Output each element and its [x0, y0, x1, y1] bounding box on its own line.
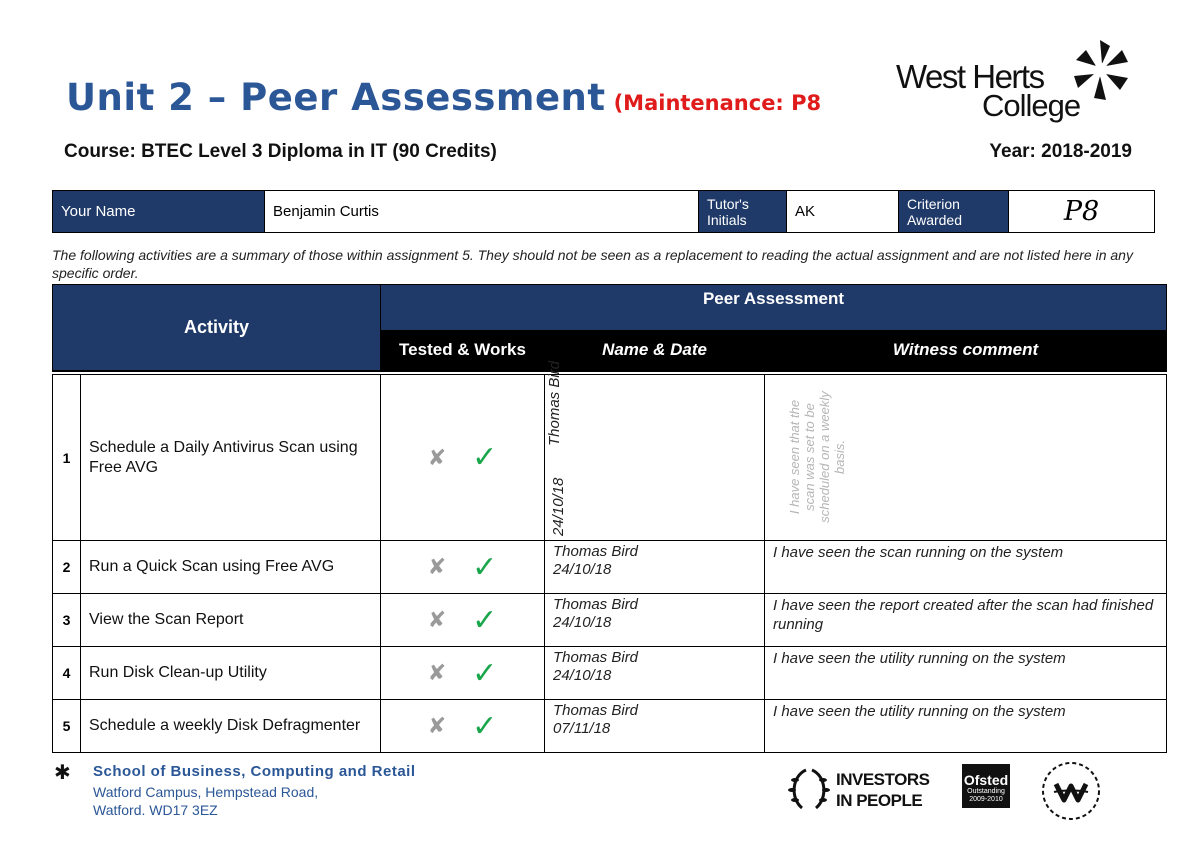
- iip-text-line1: INVESTORS: [836, 770, 930, 789]
- your-name-label: Your Name: [53, 191, 265, 233]
- witness-date: 24/10/18: [553, 561, 612, 578]
- tested-works-cell: [381, 541, 545, 594]
- tested-works-cell: [381, 647, 545, 700]
- table-row: [53, 375, 1167, 541]
- witness-comment-header: Witness comment: [765, 331, 1167, 371]
- page-title: [66, 76, 888, 126]
- laurel-icon: [786, 764, 832, 814]
- cross-icon[interactable]: ✘: [427, 444, 447, 470]
- course-label: Course: BTEC Level 3 Diploma in IT (90 Credits): [64, 141, 497, 162]
- name-date-cell: [545, 541, 765, 594]
- criterion-awarded-label: Criterion Awarded: [899, 191, 1009, 233]
- witness-comment: I have seen the scan running on the system: [765, 541, 1167, 594]
- ofsted-badge: [962, 764, 1010, 808]
- witness-date: 24/10/18: [553, 667, 612, 684]
- witness-comment: I have seen that the scan was set to be scheduled on a weekly basis.: [787, 391, 847, 523]
- cross-icon[interactable]: ✘: [427, 713, 447, 738]
- footer-address-line2: Watford. WD17 3EZ: [93, 802, 218, 818]
- row-number: 3: [53, 594, 81, 647]
- logo-text-college: College: [982, 88, 1081, 123]
- row-number: 5: [53, 700, 81, 753]
- year-label: Year: 2018-2019: [989, 141, 1132, 162]
- tested-works-header: Tested & Works: [381, 331, 545, 371]
- student-info-table: [52, 190, 1155, 233]
- tested-works-cell: [381, 594, 545, 647]
- table-row: [53, 647, 1167, 700]
- logo-text-west-herts: West Herts: [896, 58, 1044, 95]
- iip-text-line2: IN PEOPLE: [836, 791, 923, 810]
- college-logo: [896, 36, 1136, 132]
- witness-name: Thomas Bird: [553, 702, 639, 719]
- row-number: 2: [53, 541, 81, 594]
- tick-icon[interactable]: ✓: [472, 656, 498, 690]
- title-main: Unit 2 – Peer Assessment: [66, 76, 606, 119]
- table-row: [53, 700, 1167, 753]
- witness-name: Thomas Bird: [546, 360, 563, 446]
- activity-text: Schedule a Daily Antivirus Scan using Free AVG: [81, 375, 381, 541]
- witness-comment: I have seen the utility running on the system: [765, 647, 1167, 700]
- footer-school-name: School of Business, Computing and Retail: [93, 763, 416, 780]
- tick-icon[interactable]: ✓: [472, 603, 498, 637]
- footer-address-line1: Watford Campus, Hempstead Road,: [93, 784, 319, 800]
- witness-date: 07/11/18: [553, 720, 611, 737]
- title-subtitle: (Maintenance: P8: [613, 91, 822, 115]
- college-logo-mark-icon: [1066, 36, 1136, 106]
- cross-icon[interactable]: ✘: [427, 554, 447, 579]
- row-number: 1: [53, 375, 81, 541]
- witness-name: Thomas Bird: [553, 596, 639, 613]
- tested-works-cell: [381, 700, 545, 753]
- activity-text: Run Disk Clean-up Utility: [81, 647, 381, 700]
- activity-text: Schedule a weekly Disk Defragmenter: [81, 700, 381, 753]
- activity-text: Run a Quick Scan using Free AVG: [81, 541, 381, 594]
- tutor-initials-value[interactable]: AK: [787, 191, 899, 233]
- table-row: [53, 541, 1167, 594]
- activity-text: View the Scan Report: [81, 594, 381, 647]
- cross-icon[interactable]: ✘: [427, 607, 447, 632]
- footer-star-icon: ✱: [54, 762, 71, 784]
- activity-header: Activity: [53, 285, 381, 371]
- row-number: 4: [53, 647, 81, 700]
- witness-name: Thomas Bird: [553, 543, 639, 560]
- your-name-value[interactable]: Benjamin Curtis: [265, 191, 699, 233]
- peer-assessment-header: Peer Assessment: [381, 285, 1167, 331]
- criterion-awarded-value[interactable]: P8: [1009, 191, 1155, 233]
- name-date-cell: [545, 594, 765, 647]
- witness-comment: I have seen the report created after the scan had finished running: [765, 594, 1167, 647]
- tick-icon[interactable]: ✓: [472, 709, 498, 743]
- witness-comment: I have seen the utility running on the system: [765, 700, 1167, 753]
- ofsted-sub1: Outstanding: [967, 788, 1005, 795]
- tested-works-cell: [381, 375, 545, 541]
- witness-date: 24/10/18: [550, 477, 567, 536]
- ofsted-sub2: 2009-2010: [969, 796, 1003, 803]
- intro-text: The following activities are a summary of those within assignment 5. They should not be seen as a replacement to reading the actual assignment and are not listed here in any specific order.: [52, 247, 1133, 281]
- name-date-cell: [545, 700, 765, 753]
- peer-assessment-table: [52, 284, 1167, 753]
- tick-icon[interactable]: ✓: [472, 550, 498, 584]
- witness-comment-cell: [765, 375, 1167, 541]
- tutor-initials-label: Tutor's Initials: [699, 191, 787, 233]
- table-row: [53, 594, 1167, 647]
- witness-date: 24/10/18: [553, 614, 612, 631]
- ofsted-name: Ofsted: [963, 772, 1009, 788]
- name-date-cell: [545, 360, 765, 541]
- name-date-cell: [545, 647, 765, 700]
- cross-icon[interactable]: ✘: [427, 660, 447, 685]
- tick-icon[interactable]: ✓: [472, 441, 498, 474]
- name-date-header: Name & Date: [545, 331, 765, 371]
- witness-name: Thomas Bird: [553, 649, 639, 666]
- investors-in-people-logo: [786, 764, 946, 814]
- positive-about-disabled-people-logo: [1040, 760, 1102, 822]
